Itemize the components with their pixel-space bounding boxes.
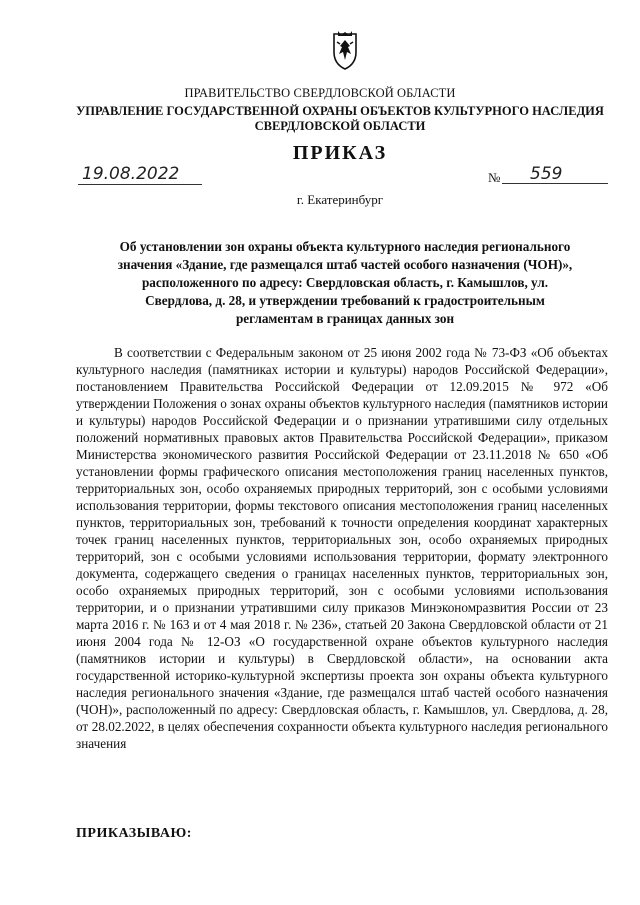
department-name: УПРАВЛЕНИЕ ГОСУДАРСТВЕННОЙ ОХРАНЫ ОБЪЕКТОВ КУЛЬТУРНОГО НАСЛЕДИЯ СВЕРДЛОВСКОЙ ОБЛАСТИ: [76, 104, 604, 133]
order-heading: ПРИКАЗЫВАЮ:: [76, 826, 192, 841]
city-name: г. Екатеринбург: [296, 192, 384, 207]
government-name: ПРАВИТЕЛЬСТВО СВЕРДЛОВСКОЙ ОБЛАСТИ: [184, 86, 456, 100]
order-number-label: №: [488, 170, 501, 185]
order-number: 559: [502, 164, 608, 184]
coat-of-arms-icon: [328, 30, 362, 70]
order-date: 19.08.2022: [78, 164, 202, 185]
document-type: ПРИКАЗ: [292, 142, 388, 164]
preamble-paragraph: В соответствии с Федеральным законом от 25 июня 2002 года № 73-ФЗ «Об объектах культурного наследия (памятниках истории и культуры) народов Российской Федерации», постановлением Правительства Российской Федерации от 12.09.2015 № 972 «Об утверждении Положения о зонах охраны объектов культурного наследия (памятников истории и культуры) народов Российской Федерации и о признании утратившими силу отдельных положений нормативных правовых актов Правительства Российской Федерации», приказом Министерства экономического развития Российской Федерации от 23.11.2018 № 650 «Об установлении формы графического описания местоположения границ населенных пунктов, территориальных зон, особо охраняемых природных территорий, зон с особыми условиями использования территории, формы текстового описания местоположения границ населенных пунктов, территориальных зон, требований к точности определения координат характерных точек границ населенных пунктов, территориальных зон, особо охраняемых природных территорий, зон с особыми условиями использования территории, формату электронного документа, содержащего сведения о границах населенных пунктов, территориальных зон, особо охраняемых природных территорий, зон с особыми условиями использования территории, и о признании утратившими силу приказов Минэкономразвития России от 23 марта 2016 г. № 163 и от 4 мая 2018 г. № 236», статьей 20 Закона Свердловской области от 21 июня 2004 года № 12-ОЗ «О государственной охране объектов культурного наследия (памятников истории и культуры) в Свердловской области», на основании акта государственной историко-культурной экспертизы проекта зон охраны объекта культурного наследия регионального значения «Здание, где размещался штаб частей особого назначения (ЧОН)», расположенный по адресу: Свердловская область, г. Камышлов, ул. Свердлова, д. 28, от 28.02.2022, в целях обеспечения сохранности объекта культурного наследия регионального значения: [76, 345, 608, 751]
document-title: Об установлении зон охраны объекта культурного наследия регионального значения «Здание, где размещался штаб частей особого назначения (ЧОН)», расположенного по адресу: Свердловская область, г. Камышлов, ул. Свердлова, д. 28, и утверждении требований к градостроительным регламентам в границах данных зон: [117, 239, 573, 326]
